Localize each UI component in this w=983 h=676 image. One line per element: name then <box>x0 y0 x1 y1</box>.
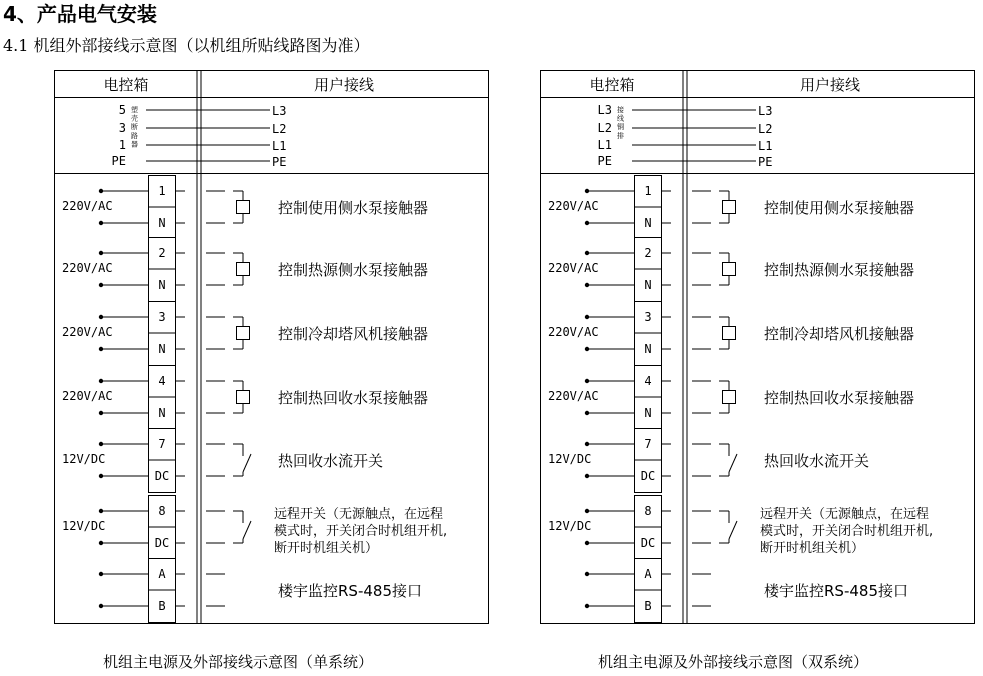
terminal-label: N <box>644 216 652 230</box>
breaker-note-char: 排 <box>617 131 624 140</box>
power-terminal-label: L3 <box>597 103 612 117</box>
header-user-wiring: 用户接线 <box>799 76 861 94</box>
terminal-label: DC <box>154 469 170 483</box>
voltage-label: 12V/DC <box>548 452 592 466</box>
caption-dual-system: 机组主电源及外部接线示意图（双系统） <box>598 653 869 671</box>
power-terminal-label: L2 <box>597 121 612 135</box>
terminal-label: 7 <box>644 437 652 451</box>
terminal-label: N <box>158 278 166 292</box>
terminal-label: 8 <box>158 504 166 518</box>
voltage-label: 12V/DC <box>62 452 106 466</box>
header-control-box: 电控箱 <box>103 76 149 94</box>
terminal-description: 控制热源侧水泵接触器 <box>278 261 429 279</box>
contactor-coil-symbol <box>723 327 736 340</box>
power-line-label: L2 <box>758 122 773 136</box>
power-line-label: L1 <box>272 139 287 153</box>
header-control-box: 电控箱 <box>589 76 635 94</box>
terminal-label: N <box>644 406 652 420</box>
power-line-label: PE <box>758 155 773 169</box>
voltage-label: 220V/AC <box>548 261 599 275</box>
breaker-note-char: 壳 <box>131 114 138 123</box>
breaker-note-char: 铜 <box>617 123 624 132</box>
terminal-label: 3 <box>644 310 652 324</box>
voltage-label: 12V/DC <box>548 519 592 533</box>
power-terminal-label: PE <box>597 154 612 168</box>
power-terminal-label: 5 <box>118 103 126 117</box>
caption-single-system: 机组主电源及外部接线示意图（单系统） <box>103 653 374 671</box>
terminal-label: DC <box>640 536 656 550</box>
voltage-label: 220V/AC <box>62 389 113 403</box>
terminal-label: N <box>158 406 166 420</box>
terminal-description: 远程开关（无源触点，在远程 <box>760 507 930 522</box>
voltage-label: 220V/AC <box>62 261 113 275</box>
breaker-note-char: 路 <box>131 131 138 140</box>
terminal-description: 控制热源侧水泵接触器 <box>764 261 915 279</box>
terminal-description: 断开时机组关机） <box>760 541 865 556</box>
power-line-label: L3 <box>758 104 773 118</box>
power-line-label: L2 <box>272 122 287 136</box>
switch-contact-symbol <box>729 454 737 472</box>
breaker-note-char: 器 <box>131 140 138 149</box>
terminal-label: 1 <box>644 184 652 198</box>
voltage-label: 220V/AC <box>62 199 113 213</box>
terminal-label: N <box>158 342 166 356</box>
header-user-wiring: 用户接线 <box>313 76 375 94</box>
contactor-coil-symbol <box>723 391 736 404</box>
terminal-description: 断开时机组关机） <box>274 541 379 556</box>
terminal-description: 控制热回收水泵接触器 <box>764 389 915 407</box>
terminal-label: A <box>158 567 166 581</box>
terminal-description: 控制冷却塔风机接触器 <box>764 325 915 343</box>
terminal-description: 控制使用侧水泵接触器 <box>764 199 915 217</box>
terminal-label: N <box>644 342 652 356</box>
terminal-description: 模式时，开关闭合时机组开机, <box>274 524 448 539</box>
terminal-label: DC <box>640 469 656 483</box>
terminal-description: 远程开关（无源触点，在远程 <box>274 507 444 522</box>
terminal-label: DC <box>154 536 170 550</box>
voltage-label: 220V/AC <box>548 325 599 339</box>
terminal-description: 热回收水流开关 <box>278 452 384 470</box>
voltage-label: 220V/AC <box>62 325 113 339</box>
section-title: 4、产品电气安装 <box>3 2 157 26</box>
terminal-label: 1 <box>158 184 166 198</box>
power-line-label: L1 <box>758 139 773 153</box>
power-terminal-label: PE <box>111 154 126 168</box>
breaker-note-char: 塑 <box>131 106 138 114</box>
terminal-label: 2 <box>644 246 652 260</box>
switch-contact-symbol <box>729 521 737 539</box>
power-terminal-label: 1 <box>118 138 126 152</box>
voltage-label: 220V/AC <box>548 199 599 213</box>
terminal-label: B <box>644 599 652 613</box>
terminal-label: A <box>644 567 652 581</box>
terminal-label: 3 <box>158 310 166 324</box>
subsection-title: 4.1 机组外部接线示意图（以机组所贴线路图为准） <box>3 36 370 55</box>
terminal-description: 模式时，开关闭合时机组开机, <box>760 524 934 539</box>
terminal-label: N <box>644 278 652 292</box>
power-terminal-label: L1 <box>597 138 612 152</box>
terminal-description: 热回收水流开关 <box>764 452 870 470</box>
terminal-label: 4 <box>644 374 652 388</box>
power-terminal-label: 3 <box>118 121 126 135</box>
terminal-label: 8 <box>644 504 652 518</box>
breaker-note-char: 断 <box>131 123 138 132</box>
terminal-label: B <box>158 599 166 613</box>
terminal-label: 4 <box>158 374 166 388</box>
terminal-description: 控制冷却塔风机接触器 <box>278 325 429 343</box>
voltage-label: 220V/AC <box>548 389 599 403</box>
power-line-label: L3 <box>272 104 287 118</box>
breaker-note-char: 接 <box>617 106 624 114</box>
terminal-description: 楼宇监控RS-485接口 <box>764 582 908 600</box>
breaker-note-char: 线 <box>617 114 624 123</box>
terminal-label: 7 <box>158 437 166 451</box>
power-line-label: PE <box>272 155 287 169</box>
terminal-label: 2 <box>158 246 166 260</box>
terminal-description: 控制使用侧水泵接触器 <box>278 199 429 217</box>
terminal-description: 楼宇监控RS-485接口 <box>278 582 422 600</box>
contactor-coil-symbol <box>723 201 736 214</box>
terminal-description: 控制热回收水泵接触器 <box>278 389 429 407</box>
voltage-label: 12V/DC <box>62 519 106 533</box>
contactor-coil-symbol <box>723 263 736 276</box>
terminal-label: N <box>158 216 166 230</box>
